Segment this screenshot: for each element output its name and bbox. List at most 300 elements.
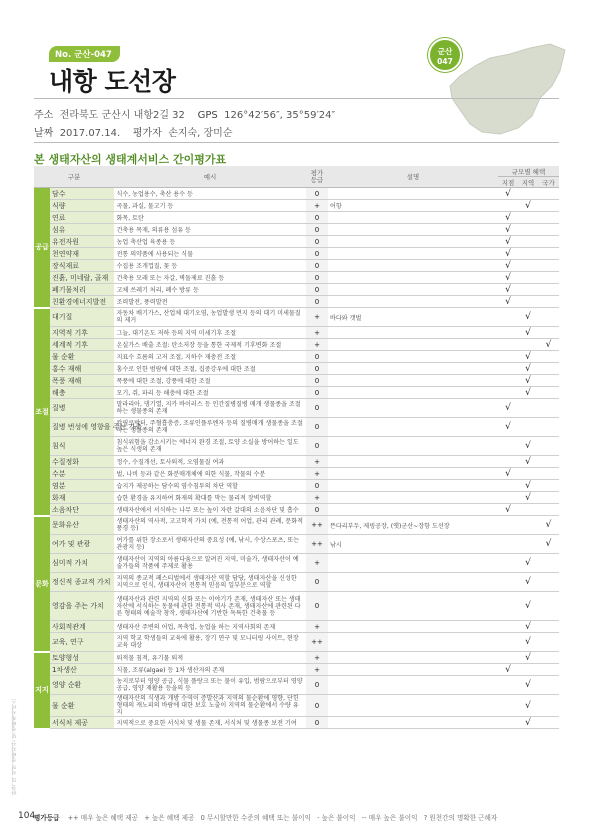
service-example: 지역 학교 학생들의 교육에 활용, 장기 연구 및 모니터링 사이트, 현장교육 대상 [114,633,306,652]
category-label: 공급 [34,188,50,308]
check-local-icon [498,327,518,339]
grade-value: 0 [306,212,328,224]
check-region-icon [518,296,538,308]
check-local-icon: √ [498,224,518,236]
service-name: 진흙, 미네랄, 골재 [50,272,114,284]
site-code-tag: No. 군산-047 [49,46,120,62]
table-row [34,504,559,516]
service-description [328,492,498,504]
check-local-icon: √ [498,399,518,418]
service-description [328,468,498,480]
check-local-icon: √ [498,236,518,248]
legend-item: 0 무시할만한 수준의 혜택 또는 불이익 [200,814,311,822]
service-example: 고체 쓰레기 처리, 폐수 방류 등 [114,284,306,296]
service-name: 장식재료 [50,260,114,272]
service-name: 폭풍 재해 [50,375,114,387]
side-running-text: 한국 의 지역 생태자산 및 생태계서비스 [12,698,18,795]
grade-value: + [306,621,328,633]
service-name: 문화유산 [50,516,114,535]
pin-number: 047 [437,57,453,66]
table-row [34,664,559,676]
check-local-icon [498,308,518,327]
service-example: 정수, 수질개선, 토사퇴적, 오염물질 여과 [114,456,306,468]
service-name: 연료 [50,212,114,224]
check-nation-icon [538,621,559,633]
service-example: 생태자산 주변의 어업, 목축업, 농업을 하는 지역사회의 존재 [114,621,306,633]
check-region-icon: √ [518,621,538,633]
table-row [34,652,559,664]
check-nation-icon [538,652,559,664]
check-region-icon [518,535,538,554]
service-example: 홍수로 인한 범람에 대한 조절, 집중강우에 대한 조절 [114,363,306,375]
check-region-icon: √ [518,652,538,664]
check-local-icon: √ [498,248,518,260]
grade-value: 0 [306,504,328,516]
service-name: 질병 번성에 영향을 주는 가축 [50,418,114,437]
service-example: 지역적으로 중요한 서식처 및 생물 존재, 서식처 및 생물종 보전 기여 [114,717,306,729]
service-name: 지역적 기후 [50,327,114,339]
check-region-icon [518,272,538,284]
check-region-icon: √ [518,200,538,212]
check-region-icon: √ [518,717,538,729]
service-example: 폭풍에 대한 조절, 강풍에 대한 조절 [114,375,306,387]
service-example: 지표수 흐름의 고저 조절, 지하수 재충전 조절 [114,351,306,363]
check-nation-icon [538,200,559,212]
service-example: 생태자산의 식생과 개방 수역이 증발산과 지역의 물순환에 영향, 단힌 형태의 캐노피의 바람에 대한 보호 노출이 지역의 물순환에서 수량 유지 [114,695,306,717]
service-description [328,224,498,236]
check-nation-icon [538,664,559,676]
page-number: 104 [18,811,36,821]
service-description [328,456,498,468]
check-local-icon [498,652,518,664]
service-name: 영양 순환 [50,676,114,695]
check-nation-icon [538,676,559,695]
table-row [34,492,559,504]
check-region-icon: √ [518,676,538,695]
table-row [34,284,559,296]
check-nation-icon [538,695,559,717]
check-local-icon: √ [498,296,518,308]
check-nation-icon [538,212,559,224]
grade-value: 0 [306,224,328,236]
service-name: 심미적 가치 [50,554,114,573]
service-example: 건축용 목재, 의류용 섬유 등 [114,224,306,236]
check-local-icon [498,573,518,592]
check-region-icon [518,339,538,351]
check-region-icon [518,236,538,248]
table-row [34,633,559,652]
grade-value: 0 [306,399,328,418]
check-nation-icon [538,573,559,592]
service-name: 수분 [50,468,114,480]
check-nation-icon [538,554,559,573]
check-region-icon: √ [518,480,538,492]
check-region-icon [518,224,538,236]
check-region-icon [518,260,538,272]
check-nation-icon [538,272,559,284]
service-example: 화목, 토탄 [114,212,306,224]
check-region-icon [518,212,538,224]
check-local-icon: √ [498,260,518,272]
service-name: 세계적 기후 [50,339,114,351]
evaluator-label: 평가자 [132,128,162,139]
check-local-icon [498,387,518,399]
table-row [34,339,559,351]
table-row [34,387,559,399]
service-example: 습지가 제공하는 담수의 염수침투의 차단 역할 [114,480,306,492]
check-region-icon: √ [518,308,538,327]
pin-region: 군산 [437,47,453,56]
grade-value: + [306,664,328,676]
grade-value: + [306,456,328,468]
grade-value: 0 [306,363,328,375]
check-local-icon [498,535,518,554]
header-region: 지역 [518,177,538,188]
grade-value: 0 [306,418,328,437]
check-region-icon: √ [518,351,538,363]
service-description [328,633,498,652]
service-name: 질병 [50,399,114,418]
check-nation-icon: √ [538,339,559,351]
service-description: 바다와 갯벌 [328,308,498,327]
service-description: 어항 [328,200,498,212]
table-row [34,200,559,212]
service-example: 곡물, 과실, 물고기 등 [114,200,306,212]
grade-value: 0 [306,437,328,456]
divider [34,142,559,143]
service-name: 담수 [50,188,114,200]
grade-value: 0 [306,188,328,200]
table-row [34,480,559,492]
check-nation-icon [538,236,559,248]
service-name: 영감을 주는 가치 [50,592,114,621]
check-local-icon [498,363,518,375]
check-local-icon [498,621,518,633]
check-nation-icon [538,308,559,327]
check-region-icon: √ [518,592,538,621]
check-nation-icon [538,480,559,492]
service-name: 교육, 연구 [50,633,114,652]
grade-value: 0 [306,296,328,308]
check-region-icon [518,284,538,296]
service-description [328,387,498,399]
service-name: 1차생산 [50,664,114,676]
check-region-icon: √ [518,363,538,375]
gps-label: GPS [197,110,218,121]
check-local-icon [498,633,518,652]
check-local-icon [498,339,518,351]
header-local: 지점 [498,177,518,188]
service-description: 뜬다리부두, 제빙공장, (옛)군산~장항 도선장 [328,516,498,535]
address-line [34,106,335,121]
service-name: 대기질 [50,308,114,327]
table-row [34,296,559,308]
check-region-icon [518,188,538,200]
check-region-icon [518,248,538,260]
address-label: 주소 [34,110,54,121]
service-description [328,248,498,260]
service-example: 벌, 나비 등과 같은 화분매개체에 의한 식물, 작물의 수분 [114,468,306,480]
table-row [34,418,559,437]
check-region-icon [518,468,538,480]
table-row [34,717,559,729]
service-example: 모기, 쥐, 파리 등 해충에 대한 조절 [114,387,306,399]
location-pin-icon [428,38,462,72]
legend-item: - 높은 불이익 [317,814,356,822]
grade-value: 0 [306,387,328,399]
service-example: 생태자산과 관련 지역의 신화 또는 이야기가 존재, 생태자산 또는 생태자산에 서식하는 동물에 관한 전통적 역사 존재, 생태자산에 관련된 다른 형태의 예술작 창작, 생태자산에 기반한 독특한 건축물 등 [114,592,306,621]
service-example: 식물, 조류(algae) 등 1차 생산자의 존재 [114,664,306,676]
service-description [328,652,498,664]
grade-value: 0 [306,573,328,592]
header-example: 예시 [114,166,306,188]
legend-item: ? 원천간의 명확한 근해자 [423,814,498,822]
service-name: 유전자원 [50,236,114,248]
check-region-icon: √ [518,387,538,399]
check-nation-icon [538,437,559,456]
check-region-icon [518,516,538,535]
service-example: 캄필로박터, 주혈흡충증, 조류인플루엔자 등의 질병매개 생물종을 조절하는 생물종의 존재 [114,418,306,437]
table-row [34,516,559,535]
table-row [34,327,559,339]
check-local-icon [498,480,518,492]
service-description [328,695,498,717]
check-local-icon [498,554,518,573]
grade-value: 0 [306,375,328,387]
service-example: 지역의 종교적 페스티벌에서 생태자산 역할 담당, 생태자산을 신성한 지역으로 인식, 생태자산이 전통적 믿음의 일부분으로 역할 [114,573,306,592]
service-description [328,212,498,224]
service-description [328,554,498,573]
grade-value: 0 [306,248,328,260]
service-description [328,573,498,592]
table-row [34,456,559,468]
check-nation-icon [538,351,559,363]
check-region-icon: √ [518,633,538,652]
legend-label: 평가등급 [34,814,60,822]
check-nation-icon [538,717,559,729]
service-name: 소음차단 [50,504,114,516]
service-description [328,480,498,492]
check-local-icon [498,516,518,535]
service-example: 그늘, 대기온도 저하 등의 지역 미세기후 조절 [114,327,306,339]
service-example: 온실가스 배출 조절: 탄소저장 등을 통한 국제적 기후변화 조절 [114,339,306,351]
header-scale: 규모별 혜택 [498,166,559,177]
service-description [328,399,498,418]
grade-value: + [306,652,328,664]
service-example: 농지로부터 영양 공급, 식물 플랑크 또는 물이 유입, 범람으로부터 영양공급, 영양 재활용 등을의 등 [114,676,306,695]
service-description [328,188,498,200]
service-name: 친환경에너지발전 [50,296,114,308]
grade-value: + [306,468,328,480]
check-local-icon: √ [498,468,518,480]
check-local-icon [498,592,518,621]
check-region-icon: √ [518,437,538,456]
grade-value: + [306,492,328,504]
grade-value: + [306,327,328,339]
service-name: 천연약재 [50,248,114,260]
table-row [34,676,559,695]
grade-value: + [306,308,328,327]
service-name: 침식 [50,437,114,456]
service-name: 정신적 종교적 가치 [50,573,114,592]
check-region-icon [518,418,538,437]
service-name: 여가 및 관광 [50,535,114,554]
evaluation-table [34,166,559,730]
date-line [34,124,233,139]
service-example: 건축용 모래 또는 자갈, 벽돌제료 진흙 등 [114,272,306,284]
table-row [34,554,559,573]
header-category: 구분 [34,166,114,188]
service-example: 수집용 조개껍질, 꽃 등 [114,260,306,272]
service-name: 사회적관계 [50,621,114,633]
check-nation-icon [538,327,559,339]
service-example: 전통 의약품에 사용되는 식물 [114,248,306,260]
check-local-icon [498,200,518,212]
header-nation: 국가 [538,177,559,188]
check-local-icon: √ [498,418,518,437]
service-description [328,339,498,351]
check-nation-icon: √ [538,535,559,554]
check-nation-icon: √ [538,516,559,535]
service-description [328,260,498,272]
table-row [34,236,559,248]
service-description [328,375,498,387]
legend-item: ++ 매우 높은 혜택 제공 [67,814,138,822]
check-local-icon [498,456,518,468]
service-example: 식수, 농업용수, 축산 용수 등 [114,188,306,200]
service-example: 습한 환경을 유지하여 화재의 확대를 막는 물리적 장벽역할 [114,492,306,504]
grade-value: 0 [306,717,328,729]
grade-value: 0 [306,272,328,284]
service-name: 수질정화 [50,456,114,468]
check-local-icon: √ [498,284,518,296]
check-local-icon: √ [498,664,518,676]
table-row [34,573,559,592]
service-example: 생태자산의 역사적, 고고학적 가치 (예, 전통적 어업, 관리 관례, 문화적 풍경 등) [114,516,306,535]
evaluator-value: 손지숙, 장미순 [168,128,233,139]
header-grade: 평가 등급 [306,166,328,188]
service-name: 식량 [50,200,114,212]
service-description [328,676,498,695]
header-description: 설명 [328,166,498,188]
service-name: 물 순환 [50,695,114,717]
check-nation-icon [538,387,559,399]
check-region-icon: √ [518,375,538,387]
gps-value: 126°42′56″, 35°59′24″ [224,110,336,121]
table-row [34,351,559,363]
service-example: 침식위험을 감소시키는 에너지 완경 조절, 토양 소실을 방어하는 일도 높은 식생의 존재 [114,437,306,456]
check-region-icon: √ [518,492,538,504]
service-description [328,437,498,456]
check-local-icon [498,695,518,717]
check-nation-icon [538,248,559,260]
service-name: 홍수 재해 [50,363,114,375]
service-description [328,504,498,516]
check-region-icon: √ [518,695,538,717]
service-description [328,592,498,621]
check-nation-icon [538,504,559,516]
legend-item: -- 매우 높은 불이익 [361,814,418,822]
service-example: 자동차 배기가스, 산업체 대기오염, 농업발생 먼지 등의 대기 미세물질의 제거 [114,308,306,327]
table-row [34,188,559,200]
check-local-icon: √ [498,504,518,516]
table-row [34,375,559,387]
service-name: 염분 [50,480,114,492]
check-nation-icon [538,456,559,468]
check-local-icon [498,676,518,695]
table-row [34,399,559,418]
check-region-icon: √ [518,554,538,573]
service-example: 농업 축산업 육종용 등 [114,236,306,248]
table-row [34,437,559,456]
check-region-icon: √ [518,573,538,592]
check-local-icon: √ [498,212,518,224]
legend [34,812,497,822]
grade-value: ++ [306,535,328,554]
check-nation-icon [538,188,559,200]
grade-value: 0 [306,351,328,363]
grade-value: 0 [306,284,328,296]
service-example: 퇴적물 침적, 유기물 퇴적 [114,652,306,664]
check-nation-icon [538,296,559,308]
page-title: 내항 도선장 [49,67,176,96]
table-row [34,248,559,260]
check-nation-icon [538,399,559,418]
table-row [34,308,559,327]
service-name: 물 순환 [50,351,114,363]
category-label: 문화 [34,516,50,652]
table-row [34,212,559,224]
table-row [34,260,559,272]
service-description [328,717,498,729]
check-nation-icon [538,492,559,504]
date-label: 날짜 [34,128,54,139]
service-name: 폐기물처리 [50,284,114,296]
service-name: 해충 [50,387,114,399]
address-value: 전라북도 군산시 내항2길 32 [59,110,185,121]
check-region-icon [518,504,538,516]
service-name: 서식처 제공 [50,717,114,729]
service-name: 토양형성 [50,652,114,664]
check-local-icon [498,351,518,363]
grade-value: 0 [306,236,328,248]
check-local-icon: √ [498,188,518,200]
check-region-icon: √ [518,327,538,339]
table-row [34,272,559,284]
legend-item: + 높은 혜택 제공 [144,814,195,822]
service-description [328,351,498,363]
grade-value: 0 [306,592,328,621]
grade-value: + [306,200,328,212]
grade-value: + [306,339,328,351]
check-nation-icon [538,418,559,437]
grade-value: 0 [306,676,328,695]
grade-value: ++ [306,633,328,652]
table-row [34,363,559,375]
check-nation-icon [538,224,559,236]
check-nation-icon [538,260,559,272]
check-nation-icon [538,363,559,375]
grade-value: + [306,554,328,573]
check-nation-icon [538,468,559,480]
check-nation-icon [538,592,559,621]
table-row [34,621,559,633]
check-local-icon [498,437,518,456]
service-description [328,284,498,296]
service-example: 생태자산에서 서식하는 나무 또는 높이 자란 갈대의 소음차단 및 흡수 [114,504,306,516]
category-label: 조절 [34,308,50,516]
table-row [34,592,559,621]
